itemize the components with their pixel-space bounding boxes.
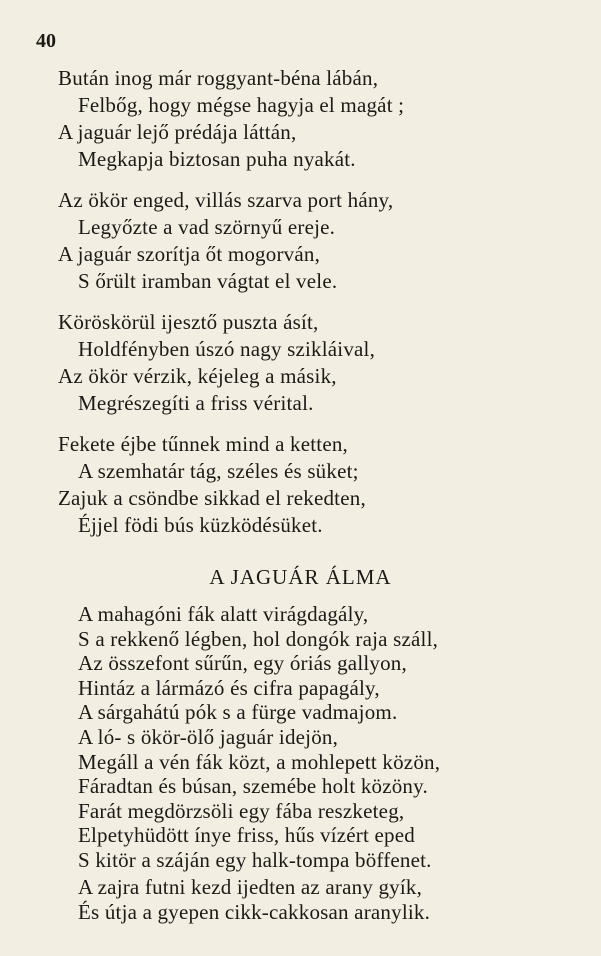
stanza-line: S őrült iramban vágtat el vele. bbox=[78, 269, 338, 293]
stanza-line: A szemhatár tág, széles és süket; bbox=[78, 459, 359, 483]
stanza-line: Felbőg, hogy mégse hagyja el magát ; bbox=[78, 93, 405, 117]
stanza-line: Bután inog már roggyant-béna lábán, bbox=[58, 66, 379, 90]
stanza-line: A jaguár lejő prédája láttán, bbox=[58, 120, 297, 144]
poem-line: Fáradtan és búsan, szemébe holt közöny. bbox=[78, 774, 428, 799]
poem-line: A zajra futni kezd ijedten az arany gyík, bbox=[78, 875, 423, 899]
poem-line: A sárgahátú pók s a fürge vadmajom. bbox=[78, 700, 398, 725]
stanza-line: Holdfényben úszó nagy szikláival, bbox=[78, 337, 376, 361]
stanza-line: Az ökör enged, villás szarva port hány, bbox=[58, 188, 394, 212]
poem-line: A ló- s ökör-ölő jaguár idejön, bbox=[78, 725, 339, 749]
poem-line: S kitör a száján egy halk-tompa böffenet. bbox=[78, 848, 432, 872]
stanza-line: Zajuk a csöndbe sikkad el rekedten, bbox=[58, 486, 366, 510]
stanza-line: Köröskörül ijesztő puszta ásít, bbox=[58, 310, 319, 334]
poem-line: S a rekkenő légben, hol dongók raja száll, bbox=[78, 626, 439, 651]
stanza-line: Megrészegíti a friss vérital. bbox=[78, 391, 314, 415]
stanza-line: Éjjel födi bús küzködésüket. bbox=[78, 513, 323, 537]
stanza-line: Fekete éjbe tűnnek mind a ketten, bbox=[58, 432, 349, 456]
poem-line: Elpetyhüdött ínye friss, hűs vízért eped bbox=[78, 823, 415, 848]
stanza-line: Az ökör vérzik, kéjeleg a másik, bbox=[58, 364, 337, 388]
poem-line: Megáll a vén fák közt, a mohlepett közön, bbox=[78, 749, 441, 774]
stanza-line: A jaguár szorítja őt mogorván, bbox=[58, 242, 321, 266]
poem-line: Hintáz a lármázó és cifra papagály, bbox=[78, 675, 380, 700]
stanza-line: Megkapja biztosan puha nyakát. bbox=[78, 147, 356, 171]
poem-line: És útja a gyepen cikk-cakkosan aranylik. bbox=[78, 900, 431, 924]
poem-line: A mahagóni fák alatt virágdagály, bbox=[78, 602, 369, 626]
poem-line: Farát megdörzsöli egy fába reszketeg, bbox=[78, 798, 405, 823]
poem-line: Az összefont sűrűn, egy óriás gallyon, bbox=[78, 651, 407, 676]
poem-title: A JAGUÁR ÁLMA bbox=[209, 565, 392, 589]
stanza-line: Legyőzte a vad szörnyű ereje. bbox=[78, 215, 336, 239]
page-number: 40 bbox=[36, 30, 56, 52]
